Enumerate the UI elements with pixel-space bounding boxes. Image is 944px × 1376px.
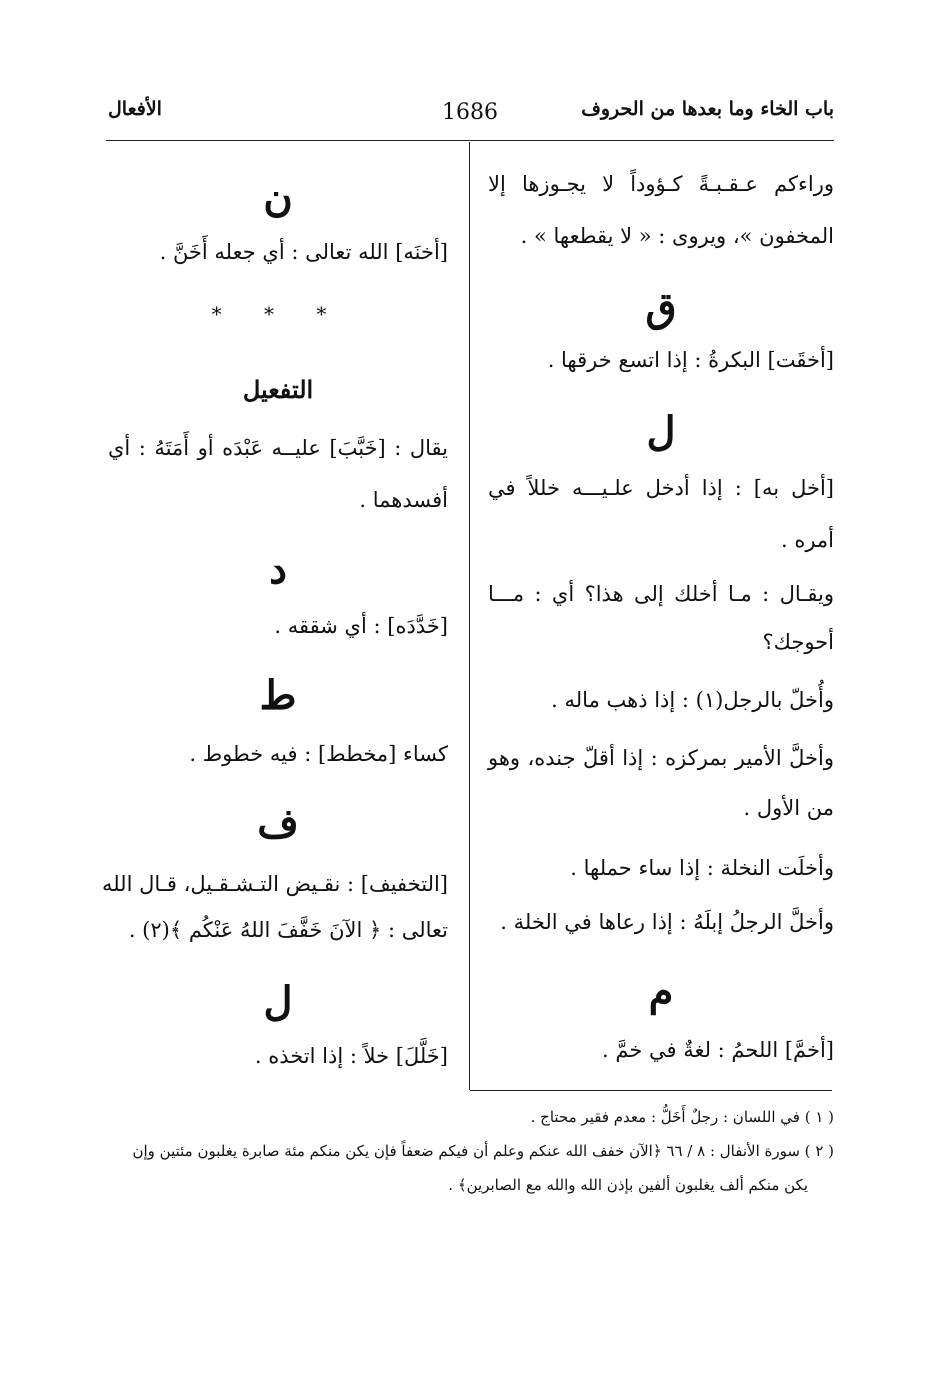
letter-heading: م [648, 968, 674, 1015]
entry-line: [التخفيف] : نقـيض التـشـقـيل، قـال الله [101, 872, 448, 896]
entry-line: وأُخلّ بالرجل(١) : إذا ذهب ماله . [551, 688, 834, 712]
entry-line: [أخنَه] الله تعالى : أي جعله أَخَنَّ . [159, 240, 448, 264]
footnote-continuation: يكن منكم ألف يغلبون ألفين بإذن الله والله مع الصابرين﴾ . [448, 1176, 808, 1194]
letter-heading: ق [645, 284, 677, 331]
entry-line: ويقـال : مـا أخلك إلى هذا؟ أي : مـــا [488, 582, 834, 606]
entry-line: وأخلَت النخلة : إذا ساء حملها . [570, 856, 834, 880]
entry-line: [خَلَّلَ] خلاً : إذا اتخذه . [254, 1044, 448, 1068]
footnote: ( ١ ) في اللسان : رجلٌ أَخَلُّ : معدم فقير محتاج . [530, 1108, 834, 1126]
text-line: المخفون »، ويروى : « لا يقطعها » . [520, 224, 834, 248]
text-line: من الأول . [743, 796, 834, 820]
entry-line: يقال : [خَبَّبَ] عليــه عَبْدَه أو أَمَتَهُ : أي [108, 436, 448, 460]
letter-heading: ف [257, 800, 299, 847]
letter-heading: ل [263, 978, 293, 1025]
text-line: أمره . [780, 528, 834, 552]
column-divider [469, 142, 470, 1090]
text-line: أفسدهما . [359, 488, 448, 512]
entry-line: [خَدَّدَه] : أي شققه . [274, 614, 448, 638]
text-line: تعالى : ﴿ الآنَ خَفَّفَ اللهُ عَنْكُم ﴾(٢) . [128, 918, 448, 942]
entry-line: [أخل به] : إذا أدخل علـيـــه خللاً في [488, 476, 834, 500]
entry-line: كساء [مخطط] : فيه خطوط . [189, 742, 448, 766]
letter-heading: ل [646, 408, 676, 455]
letter-heading: د [269, 546, 287, 593]
footnote: ( ٢ ) سورة الأنفال : ٨ / ٦٦ ﴿الآن خفف الله عنكم وعلم أن فيكم ضعفاً فإن يكن منكم مئة صابرة يغلبون مئتين وإن [132, 1142, 834, 1160]
letter-heading: ن [263, 174, 293, 221]
entry-line: [أخمَّ] اللحمُ : لغةٌ في خمَّ . [602, 1038, 834, 1062]
text-line: أحوجك؟ [762, 630, 834, 654]
entry-line: [أخقَت] البكرةُ : إذا اتسع خرقها . [547, 348, 834, 372]
section-heading: التفعيل [242, 375, 314, 404]
entry-line: وأخلَّ الرجلُ إبلَهُ : إذا رعاها في الخلة . [500, 910, 834, 934]
running-header-chapter: باب الخاء وما بعدها من الحروف [581, 98, 834, 120]
header-rule [106, 140, 834, 141]
running-header-section: الأفعال [108, 98, 162, 120]
page-number: 1686 [442, 100, 498, 125]
section-separator: * * * [211, 302, 345, 326]
text-line: وراءكم عـقـبـةً كـؤوداً لا يجـوزها إلا [488, 172, 834, 196]
footnote-rule [470, 1090, 832, 1091]
entry-line: وأخلَّ الأمير بمركزه : إذا أقلّ جنده، وهو [488, 746, 834, 770]
letter-heading: ط [259, 672, 297, 719]
